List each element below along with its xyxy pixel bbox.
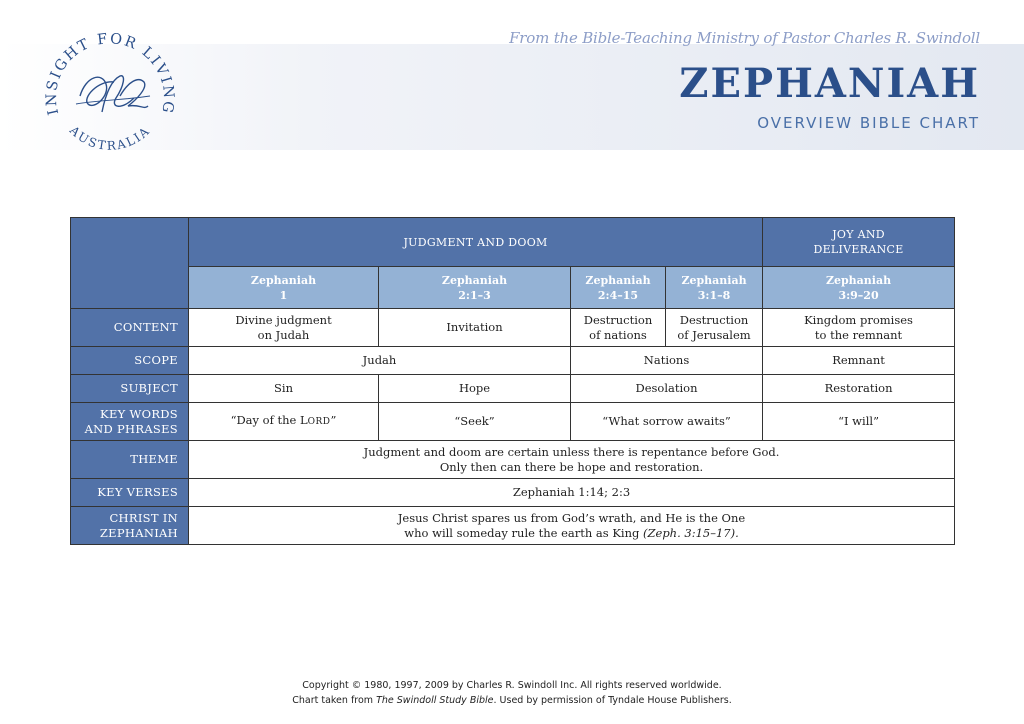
subject-restoration: Restoration <box>763 375 955 403</box>
copyright-line: Copyright © 1980, 1997, 2009 by Charles R. Swindoll Inc. All rights reserved worldwide. <box>302 680 722 691</box>
scope-remnant: Remnant <box>763 347 955 375</box>
subject-sin: Sin <box>189 375 379 403</box>
keyword-seek: “Seek” <box>379 403 571 441</box>
section-header-row <box>71 218 955 267</box>
content-cell <box>379 309 571 347</box>
theme-text <box>189 441 955 479</box>
row-label-line: AND PHRASES <box>84 421 178 436</box>
section-joy-line1: JOY AND <box>832 228 885 241</box>
content-line: on Judah <box>257 327 310 342</box>
passage-book: Zephaniah <box>825 273 892 287</box>
content-line: of nations <box>589 327 647 342</box>
passage-zeph-1 <box>189 267 379 309</box>
row-label-key-words <box>71 403 189 441</box>
row-label-line: CHRIST IN <box>109 510 178 525</box>
keyword-text: “Day of the L <box>230 413 308 427</box>
scope-row <box>71 347 955 375</box>
row-label-key-verses: KEY VERSES <box>71 479 189 507</box>
row-label-content: CONTENT <box>71 309 189 347</box>
passage-zeph-3-9-20 <box>763 267 955 309</box>
insight-for-living-logo <box>40 26 180 166</box>
content-cell <box>189 309 379 347</box>
passage-zeph-2-4-15 <box>571 267 666 309</box>
book-title: The Swindoll Study Bible <box>376 695 494 706</box>
passage-header-row <box>71 267 955 309</box>
section-joy-line2: DELIVERANCE <box>813 243 904 256</box>
overview-chart-table <box>70 217 955 545</box>
christ-line: who will someday rule the earth as King <box>404 525 640 540</box>
content-line: to the remnant <box>814 327 903 342</box>
section-joy-and-deliverance <box>763 218 955 267</box>
theme-row <box>71 441 955 479</box>
scope-judah: Judah <box>189 347 571 375</box>
row-label-line: KEY WORDS <box>100 406 178 421</box>
passage-book: Zephaniah <box>250 273 317 287</box>
content-row <box>71 309 955 347</box>
passage-ref: 1 <box>279 288 288 302</box>
christ-line: Jesus Christ spares us from God’s wrath, and He is the One <box>397 510 746 525</box>
christ-row <box>71 507 955 545</box>
content-cell <box>763 309 955 347</box>
passage-ref: 3:1–8 <box>697 288 731 302</box>
row-label-scope: SCOPE <box>71 347 189 375</box>
content-cell <box>571 309 666 347</box>
keyword-smallcaps: ORD <box>307 417 331 427</box>
permission-text: . Used by permission of Tyndale House Publishers. <box>493 695 732 706</box>
table-corner <box>71 218 189 309</box>
section-judgment-and-doom: JUDGMENT AND DOOM <box>189 218 763 267</box>
permission-text: Chart taken from <box>292 695 377 706</box>
subject-row <box>71 375 955 403</box>
scope-nations: Nations <box>571 347 763 375</box>
page-title: ZEPHANIAH <box>679 60 980 107</box>
passage-book: Zephaniah <box>441 273 508 287</box>
content-line: of Jerusalem <box>677 327 751 342</box>
row-label-subject: SUBJECT <box>71 375 189 403</box>
svg-text:INSIGHT FOR LIVING <box>44 31 177 116</box>
logo-monogram <box>76 76 150 112</box>
key-verses-text: Zephaniah 1:14; 2:3 <box>189 479 955 507</box>
keyword-i-will: “I will” <box>763 403 955 441</box>
svg-text:AUSTRALIA <box>66 123 153 153</box>
passage-book: Zephaniah <box>585 273 651 287</box>
keywords-row <box>71 403 955 441</box>
keyword-text: ” <box>330 413 337 427</box>
keyword-what-sorrow-awaits: “What sorrow awaits” <box>571 403 763 441</box>
content-line: Kingdom promises <box>804 312 913 327</box>
subject-desolation: Desolation <box>571 375 763 403</box>
christ-text <box>189 507 955 545</box>
row-label-line: ZEPHANIAH <box>99 525 178 540</box>
logo-arc-bottom-text: AUSTRALIA <box>66 123 154 153</box>
christ-scripture-ref: (Zeph. 3:15–17). <box>643 525 739 540</box>
content-cell <box>666 309 763 347</box>
content-line: Invitation <box>446 320 503 334</box>
theme-line: Judgment and doom are certain unless there is repentance before God. <box>363 444 780 459</box>
passage-book: Zephaniah <box>681 273 747 287</box>
logo-arc-top-text: INSIGHT FOR LIVING <box>43 31 177 117</box>
theme-line: Only then can there be hope and restoration. <box>439 459 704 474</box>
row-label-theme: THEME <box>71 441 189 479</box>
content-line: Destruction <box>583 312 653 327</box>
passage-ref: 2:4–15 <box>597 288 639 302</box>
passage-ref: 3:9–20 <box>838 288 879 302</box>
passage-ref: 2:1–3 <box>458 288 491 302</box>
keyword-day-of-the-lord <box>189 403 379 441</box>
content-line: Destruction <box>679 312 749 327</box>
subject-hope: Hope <box>379 375 571 403</box>
passage-zeph-3-1-8 <box>666 267 763 309</box>
row-label-christ-in-zephaniah <box>71 507 189 545</box>
key-verses-row <box>71 479 955 507</box>
passage-zeph-2-1-3 <box>379 267 571 309</box>
page-subtitle: OVERVIEW BIBLE CHART <box>757 114 980 132</box>
permission-line <box>0 695 1024 706</box>
content-line: Divine judgment <box>235 312 332 327</box>
ministry-tagline: From the Bible-Teaching Ministry of Pastor Charles R. Swindoll <box>509 29 980 47</box>
